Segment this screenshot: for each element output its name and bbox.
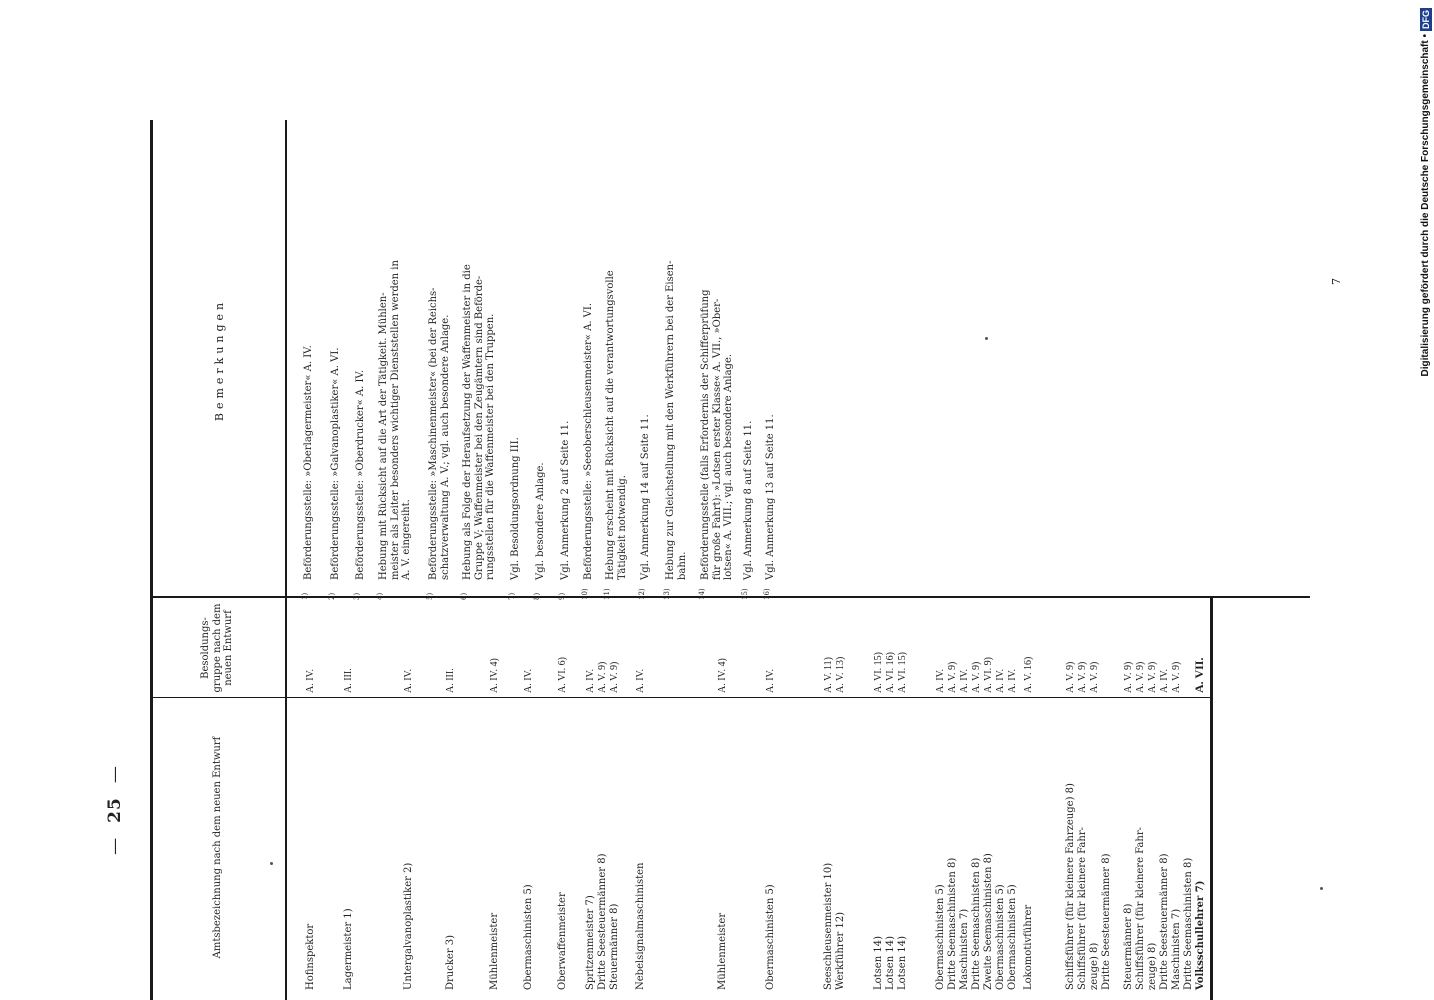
footnote-number: 8) — [533, 592, 541, 600]
column-header-grade-text: Besoldungs-gruppe nach dem neuen Entwurf — [200, 603, 235, 693]
row-18-grade-1: A. VII. — [1192, 657, 1206, 693]
row-14-name-2: Dritte Seemaschinisten 8) — [947, 857, 958, 990]
row-16-name-3: zeuge) 8) — [1089, 942, 1100, 990]
row-16-grade-2: A. V. 9) — [1077, 661, 1088, 693]
footnote-number: 5) — [426, 592, 434, 600]
table-row-name — [305, 700, 317, 990]
digitization-credit-text: Digitalisierung gefördert durch die Deutsche Forschungsgemeinschaft • — [1420, 34, 1431, 377]
row-17-name-1: Steuermänner 8) — [1123, 903, 1134, 990]
table-row-name — [765, 700, 777, 990]
row-14-grade-6: A. IV. — [995, 669, 1006, 693]
table-row-grade — [635, 613, 647, 693]
row-17-name-4: Dritte Seesteuermänner 8) — [1159, 853, 1170, 990]
digitization-credit — [1415, 8, 1434, 393]
table-row-name — [523, 700, 535, 990]
table-row-name — [1195, 700, 1207, 990]
footnote-line: Vgl. Anmerkung 14 auf Seite 11. — [640, 414, 651, 580]
row-5-name-1: Mühlenmeister — [489, 912, 500, 990]
row-8-grade-1: A. IV. — [585, 669, 596, 693]
table-row-name — [557, 700, 569, 990]
footnote-line: Hebung als Folge der Heraufsetzung der Waffenmeister in die — [462, 264, 473, 580]
row-13-grade-1: A. VI. 15) — [873, 652, 884, 693]
header-rule — [285, 120, 287, 1000]
table-row-name — [585, 700, 621, 990]
footnote-line: Vgl. Anmerkung 2 auf Seite 11. — [560, 420, 571, 580]
page-number-dash-right: — — [105, 765, 125, 784]
footnote — [698, 160, 735, 600]
footnote-number: 14) — [698, 588, 706, 600]
table-row-name — [873, 700, 909, 990]
footnote-number: 6) — [460, 592, 468, 600]
page-number-value: 25 — [105, 797, 125, 823]
row-14-grade-3: A. IV. — [959, 669, 970, 693]
table-row-name — [445, 700, 457, 990]
footnote — [558, 160, 572, 600]
table-row-name — [1065, 700, 1113, 990]
bottom-rule-left — [1210, 597, 1213, 1000]
footnote-line: bahn. — [676, 551, 688, 580]
table-row-grade — [403, 613, 415, 693]
row-17-grade-6: A. V. 9) — [1171, 661, 1182, 693]
grade-remarks-divider — [150, 596, 1310, 598]
row-17-name-6: Dritte Seemaschinisten 8) — [1183, 857, 1194, 990]
column-header-remarks-text: Bemerkungen — [212, 298, 226, 422]
footnote-number: 7) — [508, 592, 516, 600]
footnote-number: 9) — [558, 592, 566, 600]
top-rule — [150, 120, 153, 1000]
scan-speck — [270, 862, 273, 865]
table-row-grade — [935, 613, 1019, 693]
footnote-number: 4) — [376, 592, 384, 600]
row-5-grade-1: A. IV. 4) — [489, 658, 500, 693]
row-3-grade-1: A. IV. — [403, 669, 414, 693]
footnote-number: 2) — [328, 592, 336, 600]
footnote-line: lotsen« A. VIII.; vgl. auch besondere Anlage. — [723, 353, 734, 580]
row-13-name-1: Lotsen 14) — [873, 936, 884, 990]
footnote — [301, 160, 315, 600]
footnote — [460, 160, 497, 600]
row-2-name-1: Lagermeister 1) — [343, 908, 354, 990]
footnote-number: 10) — [581, 588, 589, 600]
column-header-remarks — [165, 130, 275, 590]
footnote-number: 15) — [741, 588, 749, 600]
footnote-number: 3) — [353, 592, 361, 600]
row-8-name-1: Spritzenmeister 7) — [585, 895, 596, 990]
row-2-grade-1: A. III. — [343, 668, 354, 693]
table-row-grade — [305, 613, 317, 693]
row-13-grade-2: A. VI. 16) — [885, 652, 896, 693]
row-8-grade-2: A. V. 9) — [597, 661, 608, 693]
table-row-grade — [523, 613, 535, 693]
folio-number: 7 — [1330, 278, 1343, 285]
row-17-name-2: Schiffsführer (für kleinere Fahr- — [1135, 827, 1146, 990]
row-12-name-2: Werkführer 12) — [835, 911, 846, 990]
table-row-grade — [343, 613, 355, 693]
footnote-line: meister als Leiter besonders wichtiger Dienststellen werden in — [389, 260, 401, 580]
footnote — [603, 160, 628, 600]
row-8-name-3: Steuermänner 8) — [609, 903, 620, 990]
row-3-name-1: Untergalvanoplastiker 2) — [403, 862, 414, 990]
table-row-name — [823, 700, 847, 990]
footnote — [426, 160, 451, 600]
table-row-name — [343, 700, 355, 990]
row-17-grade-2: A. V. 9) — [1135, 661, 1146, 693]
row-17-grade-5: A. IV. — [1159, 669, 1170, 693]
footnote-line: Beförderungsstelle (falls Erfordernis der Schifferprüfung — [700, 289, 711, 580]
row-1-name-1: Hofinspektor — [305, 923, 316, 990]
row-14-grade-5: A. VI. 9) — [983, 657, 994, 693]
row-12-name-1: Seeschleusenmeister 10) — [823, 862, 834, 990]
row-11-grade-1: A. IV. — [765, 669, 776, 693]
table-row-grade — [765, 613, 777, 693]
table-row-grade — [823, 613, 847, 693]
name-grade-divider — [150, 697, 1210, 698]
footnote — [328, 160, 342, 600]
row-17-name-5: Maschinisten 7) — [1171, 908, 1182, 990]
column-header-name-text: Amtsbezeichnung nach dem neuen Entwurf — [211, 736, 223, 959]
scan-speck — [1320, 887, 1323, 890]
footnote-line: Vgl. Anmerkung 13 auf Seite 11. — [765, 414, 776, 580]
row-15-name-1: Lokomotivführer — [1023, 904, 1034, 990]
footnote-line: Beförderungsstelle: »Galvanoplastiker« A. VI. — [330, 347, 341, 580]
row-10-name-1: Mühlenmeister — [717, 912, 728, 990]
row-15-grade-1: A. V. 16) — [1023, 656, 1034, 693]
digitization-credit-bar — [1415, 8, 1434, 393]
row-6-name-1: Obermaschinisten 5) — [523, 884, 534, 990]
row-8-grade-3: A. V. 9) — [609, 661, 620, 693]
table-row-grade — [585, 613, 621, 693]
row-14-name-5: Zweite Seemaschinisten 8) — [983, 853, 994, 990]
table-row-grade — [557, 613, 569, 693]
page-number — [105, 620, 125, 1000]
row-12-grade-2: A. V. 13) — [835, 656, 846, 693]
row-11-name-1: Obermaschinisten 5) — [765, 884, 776, 990]
row-14-grade-4: A. V. 9) — [971, 661, 982, 693]
row-14-name-6: Obermaschinisten 5) — [995, 884, 1006, 990]
footnote — [763, 160, 777, 600]
table-row-name — [635, 700, 647, 990]
table-row-grade — [1065, 613, 1101, 693]
row-14-grade-1: A. IV. — [935, 669, 946, 693]
row-13-grade-3: A. VI. 15) — [897, 652, 908, 693]
document-page — [105, 120, 1355, 1000]
row-9-name-1: Nebelsignalmaschinisten — [635, 862, 646, 990]
footnote — [741, 160, 755, 600]
footnote-number: 13) — [663, 588, 671, 600]
table-row-grade — [717, 613, 729, 693]
row-14-name-4: Dritte Seemaschinisten 8) — [971, 857, 982, 990]
row-13-name-2: Lotsen 14) — [885, 936, 896, 990]
row-7-grade-1: A. VI. 6) — [557, 657, 568, 693]
column-header-grade — [155, 603, 280, 693]
row-14-name-3: Maschinisten 7) — [959, 908, 970, 990]
row-7-name-1: Oberwaffenmeister — [557, 892, 568, 990]
footnote-line: Vgl. Besoldungsordnung III. — [510, 437, 521, 580]
footnote-line: Beförderungsstelle: »Seeoberschleusenmeister« A. VI. — [583, 302, 594, 580]
table-row-name — [717, 700, 729, 990]
row-6-grade-1: A. IV. — [523, 669, 534, 693]
footnote-line: Beförderungsstelle: »Maschinenmeister« (bei der Reichs- — [428, 287, 439, 580]
footnote-line: für große Fahrt): »Lotsen erster Klasse« A. VII., »Ober- — [711, 298, 723, 580]
row-16-grade-1: A. V. 9) — [1065, 661, 1076, 693]
row-16-name-4: Dritte Seesteuermänner 8) — [1101, 853, 1112, 990]
table-row-name — [1123, 700, 1195, 990]
footnote-line: Tätigkeit notwendig. — [616, 475, 628, 580]
footnote-line: Hebung zur Gleichstellung mit den Werkführern bei der Eisen- — [665, 260, 676, 580]
footnote-line: Beförderungsstelle: »Oberlagermeister« A. IV. — [303, 345, 314, 580]
scan-speck — [985, 337, 988, 340]
footnote-line: Hebung erscheint mit Rücksicht auf die verantwortungsvolle — [605, 270, 616, 580]
row-14-grade-7: A. IV. — [1007, 669, 1018, 693]
footnote-line: Vgl. besondere Anlage. — [535, 462, 546, 580]
row-18-name-1: Volksschullehrer 7) — [1195, 880, 1206, 990]
table-row-grade — [873, 613, 909, 693]
footnote-line: Beförderungsstelle: »Oberdrucker« A. IV. — [355, 369, 366, 580]
row-13-name-3: Lotsen 14) — [897, 936, 908, 990]
footnote-number: 16) — [763, 588, 771, 600]
table-row-grade — [1123, 613, 1183, 693]
row-4-name-1: Drucker 3) — [445, 934, 456, 990]
row-1-grade-1: A. IV. — [305, 669, 316, 693]
footnote-line: Gruppe V; Waffenmeister bei den Zeugämtern sind Beförde- — [473, 275, 485, 580]
footnote — [508, 160, 522, 600]
row-12-grade-1: A. V. 11) — [823, 657, 834, 693]
row-17-grade-4: A. V. 9) — [1147, 661, 1158, 693]
column-header-name — [160, 705, 275, 990]
table-row-name — [489, 700, 501, 990]
table-row-grade — [445, 613, 457, 693]
footnote-number: 1) — [301, 592, 309, 600]
row-9-grade-1: A. IV. — [635, 669, 646, 693]
row-17-name-3: zeuge) 8) — [1147, 942, 1158, 990]
footnote — [581, 160, 595, 600]
footnote-line: rungsstellen für die Waffenmeister bei den Truppen. — [485, 313, 496, 580]
table-row-name — [1023, 700, 1035, 990]
row-10-grade-1: A. IV. 4) — [717, 658, 728, 693]
row-14-name-1: Obermaschinisten 5) — [935, 884, 946, 990]
row-4-grade-1: A. III. — [445, 668, 456, 693]
table-row-grade — [1193, 613, 1205, 693]
footnote — [663, 160, 688, 600]
footnote — [533, 160, 547, 600]
page-number-dash-left: — — [105, 836, 125, 855]
footnote-line: A. V. eingereiht. — [401, 499, 412, 580]
row-16-grade-4: A. V. 9) — [1089, 661, 1100, 693]
row-17-grade-1: A. V. 9) — [1123, 661, 1134, 693]
footnote-line: Vgl. Anmerkung 8 auf Seite 11. — [743, 420, 754, 580]
table-row-name — [935, 700, 1019, 990]
row-14-name-7: Obermaschinisten 5) — [1007, 884, 1018, 990]
row-8-name-2: Dritte Seesteuermänner 8) — [597, 853, 608, 990]
footnote-number: 11) — [603, 588, 611, 600]
footnote — [353, 160, 367, 600]
footnote — [638, 160, 652, 600]
row-16-name-1: Schiffsführer (für kleinere Fahrzeuge) 8) — [1065, 783, 1076, 990]
table-row-grade — [1023, 613, 1035, 693]
dfg-logo: DFG — [1420, 10, 1431, 29]
row-14-grade-2: A. V. 9) — [947, 661, 958, 693]
table-row-name — [403, 700, 415, 990]
table-row-grade — [489, 613, 501, 693]
footnote-line: Hebung mit Rücksicht auf die Art der Tätigkeit. Mühlen- — [378, 292, 389, 580]
footnote — [376, 160, 413, 600]
row-16-name-2: Schiffsführer (für kleinere Fahr- — [1077, 827, 1088, 990]
footnote-line: schatzverwaltung A. V.; vgl. auch besondere Anlage. — [439, 314, 451, 580]
footnote-number: 12) — [638, 588, 646, 600]
